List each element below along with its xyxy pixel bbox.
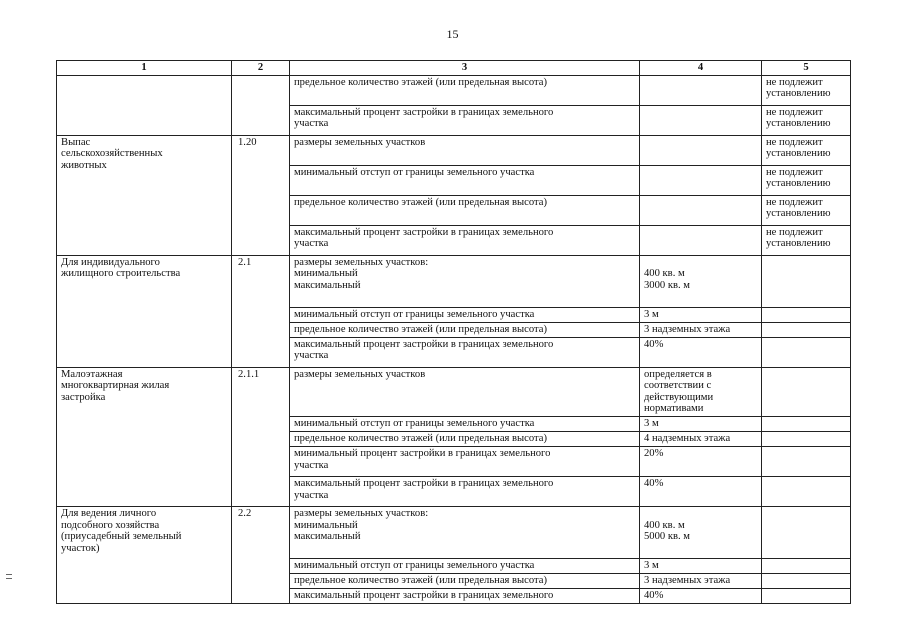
column-header: 2 xyxy=(232,61,290,76)
parameter-cell: максимальный процент застройки в границах земельного участка xyxy=(290,105,640,135)
parameter-cell: размеры земельных участков xyxy=(290,367,640,416)
parameter-cell: минимальный отступ от границы земельного участка xyxy=(290,558,640,573)
note-cell: не подлежит установлению xyxy=(762,105,851,135)
value-cell: 20% xyxy=(640,446,762,476)
value-cell: определяется в соответствии с действующими нормативами xyxy=(640,367,762,416)
note-cell: не подлежит установлению xyxy=(762,75,851,105)
table-row xyxy=(57,75,851,105)
table-row xyxy=(57,135,851,165)
value-cell: 3 надземных этажа xyxy=(640,573,762,588)
note-cell xyxy=(762,446,851,476)
parameter-cell: минимальный процент застройки в границах земельного участка xyxy=(290,446,640,476)
note-cell: не подлежит установлению xyxy=(762,165,851,195)
value-cell: 400 кв. м 3000 кв. м xyxy=(640,255,762,307)
note-cell xyxy=(762,573,851,588)
note-cell xyxy=(762,255,851,307)
column-header: 3 xyxy=(290,61,640,76)
note-cell xyxy=(762,337,851,367)
parameter-cell: минимальный отступ от границы земельного участка xyxy=(290,165,640,195)
regulations-table xyxy=(56,60,851,604)
value-cell xyxy=(640,225,762,255)
value-cell: 3 м xyxy=(640,558,762,573)
note-cell xyxy=(762,322,851,337)
note-cell xyxy=(762,588,851,603)
column-header: 5 xyxy=(762,61,851,76)
value-cell xyxy=(640,135,762,165)
value-cell xyxy=(640,195,762,225)
page-number: 15 xyxy=(446,27,459,41)
value-cell: 3 м xyxy=(640,307,762,322)
value-cell xyxy=(640,105,762,135)
code-cell: 2.1 xyxy=(232,255,290,367)
value-cell: 4 надземных этажа xyxy=(640,431,762,446)
parameter-cell: размеры земельных участков: минимальный максимальный xyxy=(290,255,640,307)
parameter-cell: максимальный процент застройки в границах земельного участка xyxy=(290,225,640,255)
value-cell: 40% xyxy=(640,476,762,506)
note-cell: не подлежит установлению xyxy=(762,135,851,165)
table-header-row xyxy=(57,61,851,76)
parameter-cell: размеры земельных участков xyxy=(290,135,640,165)
land-use-cell: Для индивидуального жилищного строительства xyxy=(57,255,232,367)
table-row xyxy=(57,506,851,558)
land-use-cell: Малоэтажная многоквартирная жилая застройка xyxy=(57,367,232,506)
code-cell: 2.1.1 xyxy=(232,367,290,506)
code-cell: 2.2 xyxy=(232,506,290,603)
column-header: 1 xyxy=(57,61,232,76)
note-cell xyxy=(762,506,851,558)
code-cell xyxy=(232,75,290,135)
land-use-cell: Для ведения личного подсобного хозяйства (приусадебный земельный участок) xyxy=(57,506,232,603)
parameter-cell: минимальный отступ от границы земельного участка xyxy=(290,307,640,322)
value-cell: 40% xyxy=(640,337,762,367)
land-use-cell xyxy=(57,75,232,135)
parameter-cell: предельное количество этажей (или предельная высота) xyxy=(290,322,640,337)
value-cell xyxy=(640,165,762,195)
table-row xyxy=(57,367,851,416)
code-cell: 1.20 xyxy=(232,135,290,255)
parameter-cell: предельное количество этажей (или предельная высота) xyxy=(290,573,640,588)
parameter-cell: минимальный отступ от границы земельного участка xyxy=(290,416,640,431)
note-cell xyxy=(762,431,851,446)
parameter-cell: размеры земельных участков: минимальный максимальный xyxy=(290,506,640,558)
note-cell xyxy=(762,367,851,416)
note-cell xyxy=(762,558,851,573)
column-header: 4 xyxy=(640,61,762,76)
parameter-cell: максимальный процент застройки в границах земельного участка xyxy=(290,476,640,506)
table-row xyxy=(57,255,851,307)
value-cell: 3 м xyxy=(640,416,762,431)
parameter-cell: предельное количество этажей (или предельная высота) xyxy=(290,75,640,105)
note-cell xyxy=(762,307,851,322)
parameter-cell: предельное количество этажей (или предельная высота) xyxy=(290,431,640,446)
note-cell xyxy=(762,476,851,506)
parameter-cell: предельное количество этажей (или предельная высота) xyxy=(290,195,640,225)
parameter-cell: максимальный процент застройки в границах земельного участка xyxy=(290,337,640,367)
value-cell: 40% xyxy=(640,588,762,603)
land-use-cell: Выпас сельскохозяйственных животных xyxy=(57,135,232,255)
note-cell: не подлежит установлению xyxy=(762,225,851,255)
note-cell: не подлежит установлению xyxy=(762,195,851,225)
value-cell: 3 надземных этажа xyxy=(640,322,762,337)
value-cell xyxy=(640,75,762,105)
value-cell: 400 кв. м 5000 кв. м xyxy=(640,506,762,558)
margin-mark xyxy=(6,574,12,579)
parameter-cell: максимальный процент застройки в границах земельного xyxy=(290,588,640,603)
note-cell xyxy=(762,416,851,431)
